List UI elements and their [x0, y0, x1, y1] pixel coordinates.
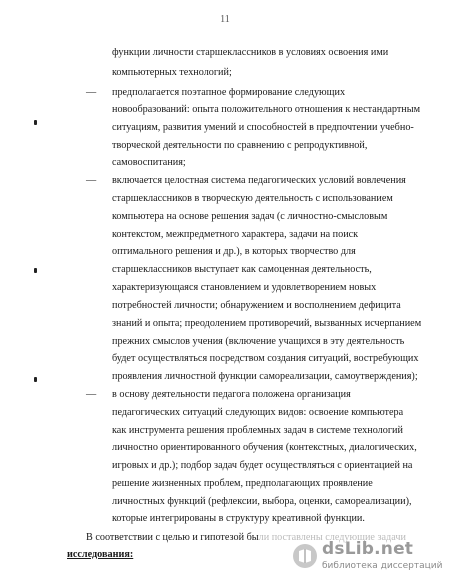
list-dash: —	[86, 87, 97, 98]
watermark-brand: dsLib.net	[322, 539, 414, 559]
text-line: проявления личностной функции самореализации, самоутверждения);	[112, 371, 418, 382]
text-line: функции личности старшеклассников в условиях освоения ими	[112, 47, 389, 58]
text-line: личностных функций (рефлексии, выбора, оценки, самореализации),	[112, 496, 412, 507]
text-line: предполагается поэтапное формирование следующих	[112, 87, 346, 98]
text-line: ситуациям, развития умений и способностей в предпочтении учебно-	[112, 122, 414, 133]
text-line: знаний и опыта; преодолением противоречий, вызванных исчерпанием	[112, 318, 422, 329]
text-line: прежних смыслов учения (включение учащихся в эту деятельность	[112, 336, 405, 347]
text-line: компьютерных технологий;	[112, 67, 232, 78]
text-line: которые интегрированы в структуру креативной функции.	[112, 513, 365, 524]
text-line: потребностей личности; обнаружением и восполнением дефицита	[112, 300, 401, 311]
page-number: 11	[220, 14, 230, 25]
text-line-faded: ли поставлены следующие задачи	[258, 532, 406, 543]
section-heading: исследования:	[67, 549, 134, 560]
text-line: как инструмента решения проблемных задач в системе технологий	[112, 425, 403, 436]
text-line: старшеклассников выступает как самоценная деятельность,	[112, 264, 372, 275]
watermark	[292, 539, 442, 575]
text-line: личностно ориентированного обучения (контекстных, диалогических,	[112, 442, 417, 453]
text-line: старшеклассников в творческую деятельность с использованием	[112, 193, 393, 204]
dslib-logo-icon	[292, 543, 318, 569]
text-line: контекстом, межпредметного характера, задачи на поиск	[112, 229, 359, 240]
margin-mark	[34, 268, 37, 273]
text-line: компьютера на основе решения задач (с личностно-смысловым	[112, 211, 388, 222]
list-dash: —	[86, 175, 97, 186]
text-line: будет осуществляться посредством создания ситуаций, востребующих	[112, 353, 419, 364]
text-line: творческой деятельности по сравнению с репродуктивной,	[112, 140, 368, 151]
text-line: самовоспитания;	[112, 157, 186, 168]
watermark-subtitle: библиотека диссертаций	[322, 561, 443, 571]
text-line: новообразований: опыта положительного отношения к нестандартным	[112, 104, 421, 115]
margin-mark	[34, 120, 37, 125]
margin-mark	[34, 377, 37, 382]
text-line: характеризующаяся становлением и удовлетворением новых	[112, 282, 377, 293]
text-line-start: В соответствии с целью и гипотезой бы	[86, 532, 259, 543]
text-line: в основу деятельности педагога положена организация	[112, 389, 351, 400]
text-line: включается целостная система педагогических условий вовлечения	[112, 175, 406, 186]
text-line: педагогических ситуаций следующих видов: освоение компьютера	[112, 407, 404, 418]
text-line: игровых и др.); подбор задач будет осуществляться с ориентацией на	[112, 460, 413, 471]
list-dash: —	[86, 389, 97, 400]
text-line: оптимального решения и др.), в которых творчество для	[112, 246, 356, 257]
text-line: решение жизненных проблем, предполагающих проявление	[112, 478, 373, 489]
